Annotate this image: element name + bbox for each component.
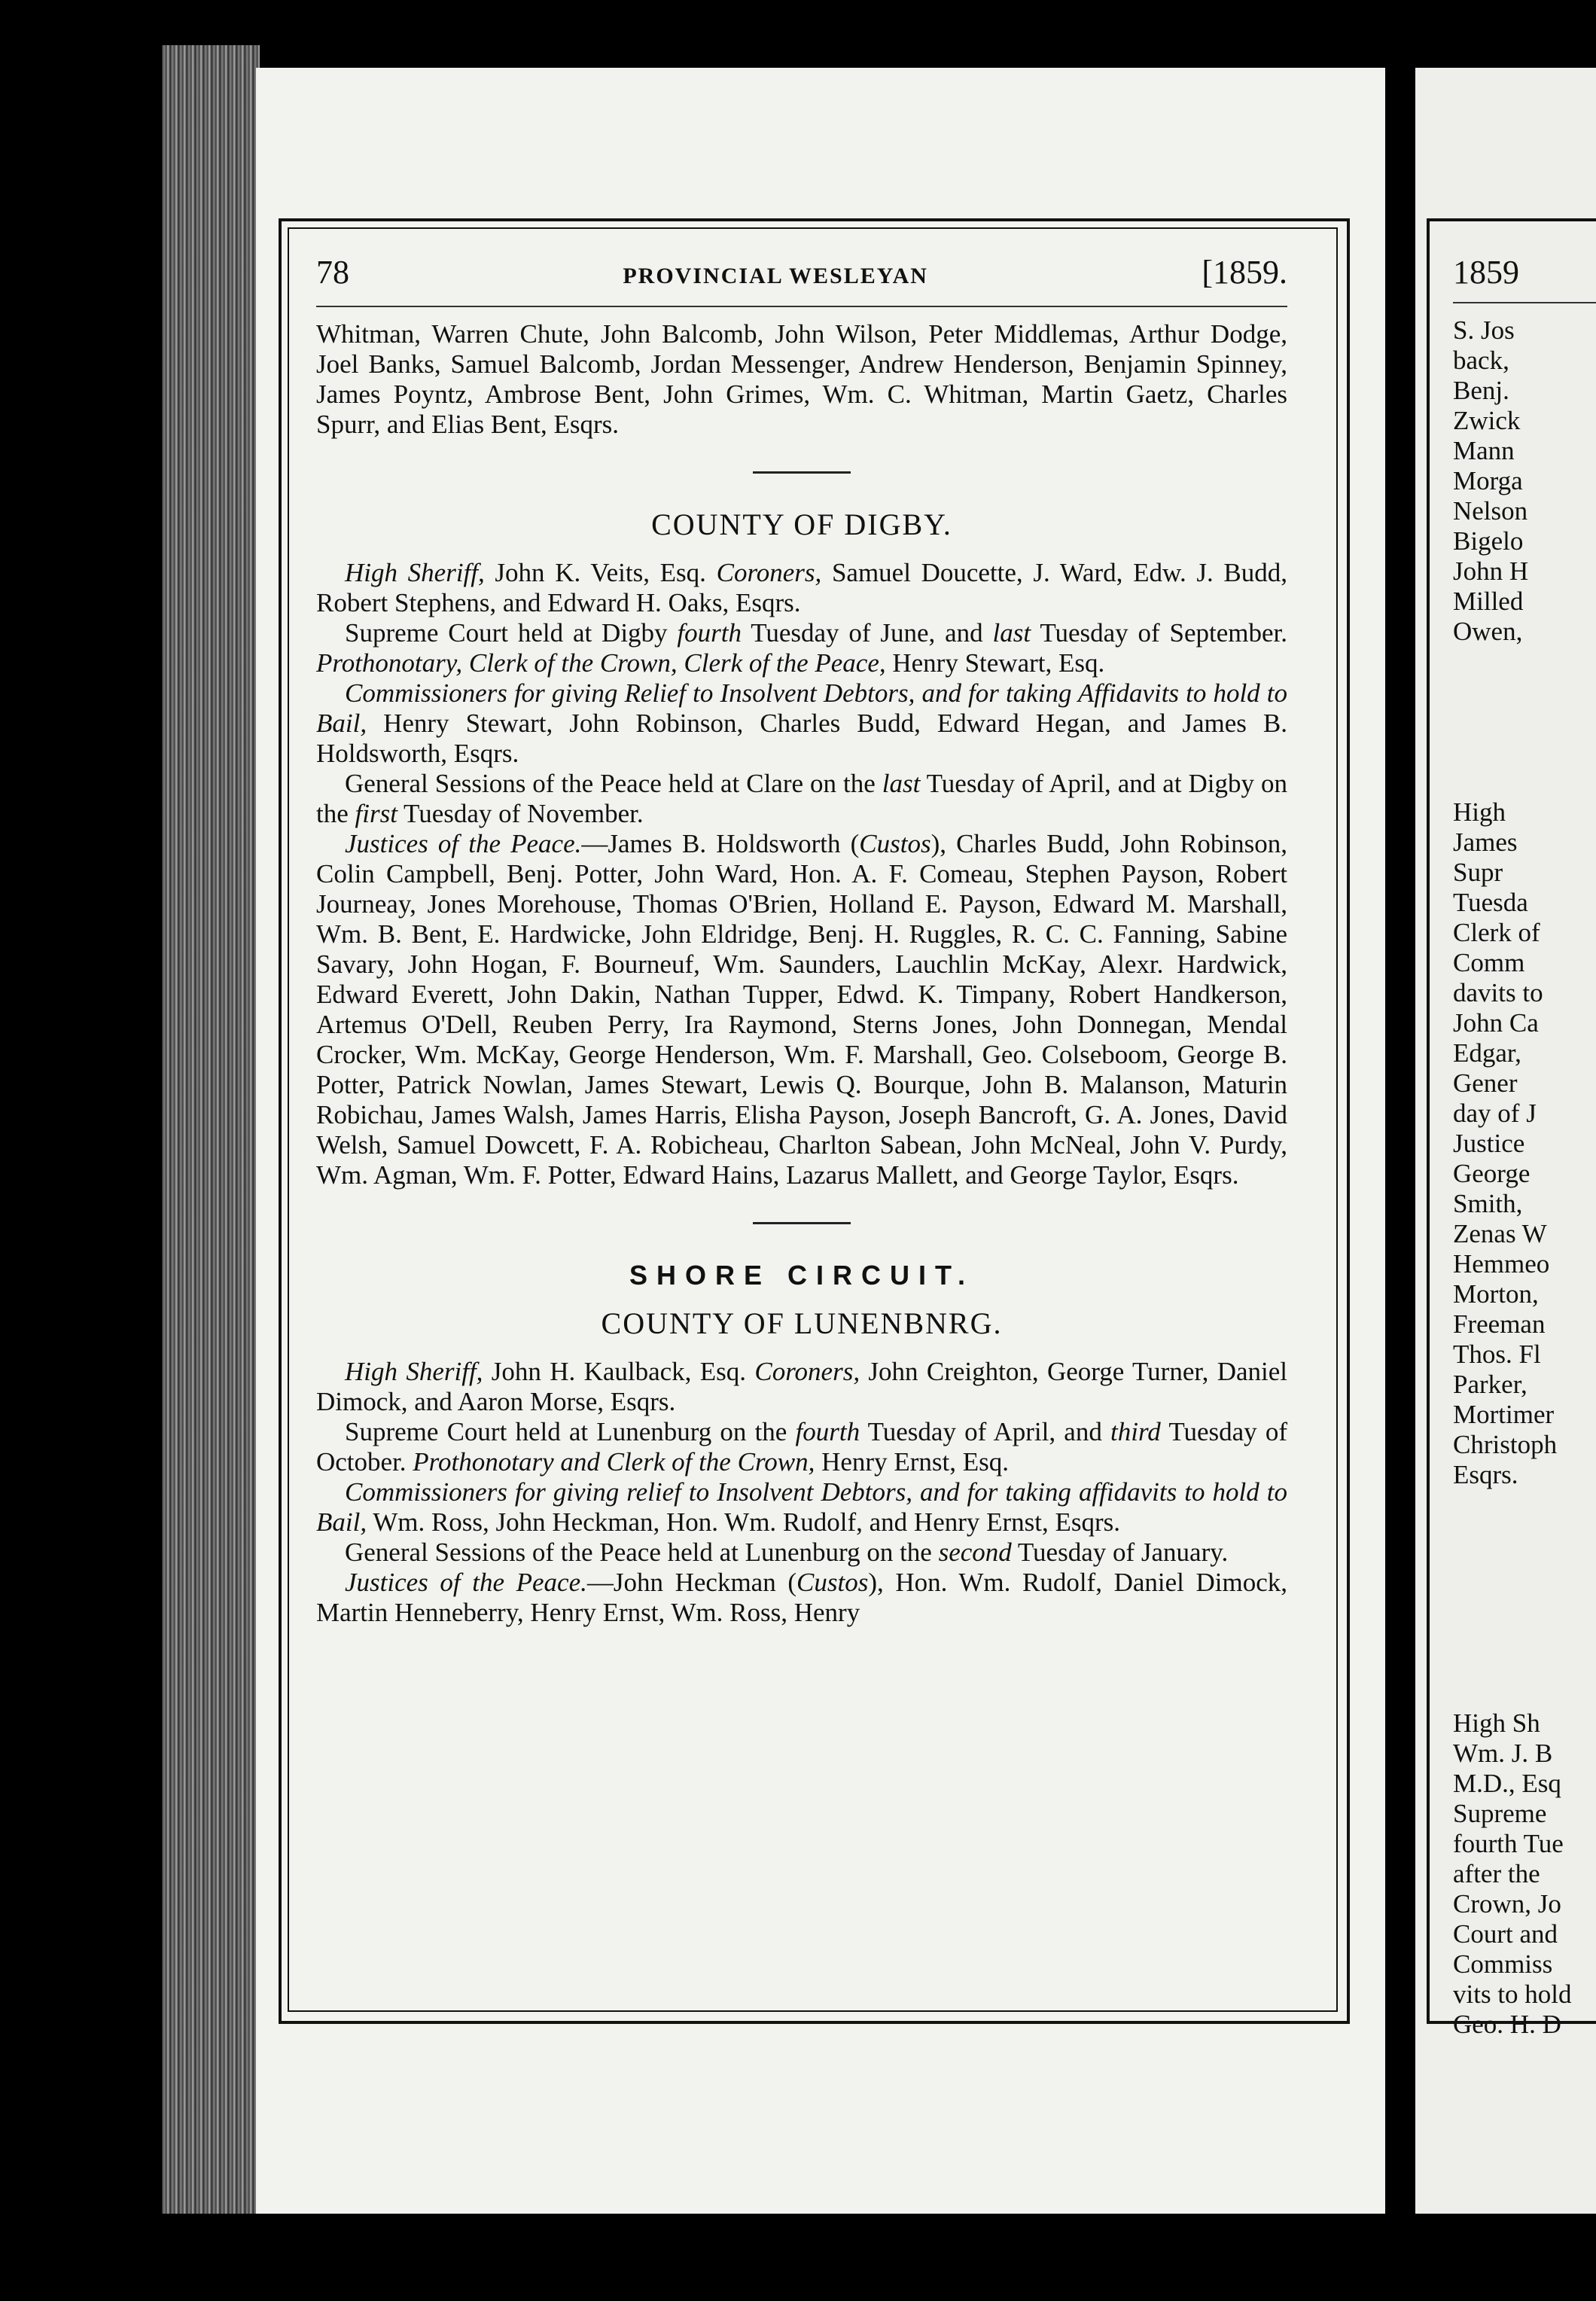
next-page-line: day of J bbox=[1453, 1099, 1537, 1128]
lunenburg-sessions-paragraph bbox=[316, 1538, 1287, 1568]
next-page-line: Christoph bbox=[1453, 1430, 1558, 1459]
lunenburg-justices-b: ), Hon. Wm. Rudolf, Daniel Dimock, Martin Henneberry, Henry Ernst, Wm. Ross, Henry bbox=[316, 1568, 1287, 1627]
lunenburg-justices-a: —John Heckman ( bbox=[586, 1568, 796, 1597]
lunenburg-supreme-g: Henry Ernst, Esq. bbox=[815, 1447, 1009, 1477]
next-page-lines-mid bbox=[1453, 797, 1596, 1490]
digby-sessions-a: General Sessions of the Peace held at Clare on the bbox=[345, 769, 882, 798]
next-page-line: Supreme bbox=[1453, 1799, 1547, 1828]
lunenburg-supreme-b: fourth bbox=[795, 1417, 860, 1446]
next-page-line: Zenas W bbox=[1453, 1219, 1547, 1248]
digby-supreme-e: Tuesday of September. bbox=[1031, 618, 1288, 648]
running-title: PROVINCIAL WESLEYAN bbox=[623, 264, 928, 288]
next-page-year: 1859 bbox=[1453, 252, 1596, 303]
lunenburg-sessions-a: General Sessions of the Peace held at Lunenburg on the bbox=[345, 1538, 939, 1567]
digby-supreme-g: Henry Stewart, Esq. bbox=[885, 648, 1105, 678]
digby-sessions-d: first bbox=[355, 799, 397, 828]
next-page-line: after the bbox=[1453, 1859, 1540, 1888]
next-page-line: davits to bbox=[1453, 978, 1543, 1007]
lunenburg-supreme-f: Prothonotary and Clerk of the Crown, bbox=[413, 1447, 815, 1477]
next-page-line: Court and bbox=[1453, 1919, 1558, 1949]
lunenburg-commissioners-text: Wm. Ross, John Heckman, Hon. Wm. Rudolf, and Henry Ernst, Esqrs. bbox=[367, 1507, 1121, 1537]
next-page-line: back, bbox=[1453, 346, 1509, 375]
digby-supreme-b: fourth bbox=[677, 618, 742, 648]
next-page-line: George bbox=[1453, 1159, 1531, 1188]
next-page-line: Bigelo bbox=[1453, 526, 1524, 556]
digby-commissioners-label: Commissioners for giving Relief to Insolvent Debtors, and for taking Affidavits to hold to Bail, bbox=[316, 678, 1287, 738]
digby-commissioners-paragraph bbox=[316, 678, 1287, 769]
next-page-line: Hemmeo bbox=[1453, 1249, 1550, 1279]
section-divider bbox=[753, 471, 851, 474]
lunenburg-sheriff-paragraph bbox=[316, 1357, 1287, 1417]
digby-justices-a: —James B. Holdsworth ( bbox=[581, 829, 860, 858]
next-page-line: Owen, bbox=[1453, 617, 1523, 646]
header-year: [1859. bbox=[1202, 254, 1287, 291]
next-page-line: Benj. bbox=[1453, 376, 1509, 405]
lunenburg-sheriff-text: John H. Kaulback, Esq. bbox=[483, 1357, 755, 1386]
digby-sheriff-text: John K. Veits, Esq. bbox=[484, 558, 717, 587]
next-page-line: fourth Tue bbox=[1453, 1829, 1564, 1858]
next-page-line: Freeman bbox=[1453, 1309, 1546, 1339]
next-page-line: Thos. Fl bbox=[1453, 1339, 1541, 1369]
next-page-line: Supr bbox=[1453, 858, 1503, 887]
lunenburg-justices-custos: Custos bbox=[796, 1568, 869, 1597]
next-page-line: Smith, bbox=[1453, 1189, 1523, 1218]
lunenburg-coroners-label: Coroners, bbox=[754, 1357, 860, 1386]
digby-sessions-e: Tuesday of November. bbox=[397, 799, 644, 828]
next-page-line: Zwick bbox=[1453, 406, 1521, 435]
digby-justices-custos: Custos bbox=[859, 829, 931, 858]
next-page-line: Edgar, bbox=[1453, 1038, 1521, 1068]
shore-circuit-heading: SHORE CIRCUIT. bbox=[629, 1260, 975, 1291]
digby-sessions-paragraph bbox=[316, 769, 1287, 829]
lunenburg-sheriff-label: High Sheriff, bbox=[345, 1357, 483, 1386]
next-page-line: S. Jos bbox=[1453, 315, 1515, 345]
next-page-gap-2 bbox=[1453, 1490, 1596, 1708]
section-divider-2 bbox=[753, 1222, 851, 1224]
lunenburg-sessions-b: second bbox=[938, 1538, 1012, 1567]
next-page-lines-top bbox=[1453, 315, 1596, 647]
next-page-line: Parker, bbox=[1453, 1370, 1527, 1399]
next-page-line: Tuesda bbox=[1453, 888, 1528, 917]
digby-coroners-text: Samuel Doucette, J. Ward, Edw. J. Budd, Robert Stephens, and Edward H. Oaks, Esqrs. bbox=[316, 558, 1288, 617]
lunenburg-heading: COUNTY OF LUNENBNRG. bbox=[601, 1306, 1003, 1340]
next-page-line: Morga bbox=[1453, 466, 1523, 495]
next-page-line: Gener bbox=[1453, 1068, 1518, 1098]
next-page-line: Crown, Jo bbox=[1453, 1889, 1561, 1919]
next-page-line: James bbox=[1453, 827, 1518, 857]
digby-supreme-d: last bbox=[992, 618, 1031, 648]
lunenburg-supreme-e: Tuesday of October. bbox=[316, 1417, 1287, 1477]
lunenburg-commissioners-label: Commissioners for giving relief to Insolvent Debtors, and for taking affidavits to hold to Bail, bbox=[316, 1477, 1287, 1537]
digby-sessions-c: Tuesday of April, and at Digby on the bbox=[316, 769, 1287, 828]
next-page-line: Milled bbox=[1453, 587, 1524, 616]
next-page-line: Commiss bbox=[1453, 1949, 1553, 1979]
digby-coroners-label: Coroners, bbox=[716, 558, 822, 587]
next-page-line: Geo. H. D bbox=[1453, 2010, 1561, 2039]
lunenburg-justices-paragraph bbox=[316, 1568, 1287, 1628]
digby-supreme-f: Prothonotary, Clerk of the Crown, Clerk of the Peace, bbox=[316, 648, 886, 678]
next-page-line: Morton, bbox=[1453, 1279, 1539, 1309]
lunenburg-supreme-c: Tuesday of April, and bbox=[860, 1417, 1110, 1446]
next-page-lines-bottom bbox=[1453, 1708, 1596, 2040]
next-page-line: Clerk of bbox=[1453, 918, 1540, 947]
next-page-line: John H bbox=[1453, 556, 1529, 586]
digby-sessions-b: last bbox=[882, 769, 921, 798]
page-header bbox=[316, 252, 1287, 307]
next-page-line: vits to hold bbox=[1453, 1979, 1572, 2009]
next-page-line: High Sh bbox=[1453, 1708, 1540, 1738]
digby-sheriff-paragraph bbox=[316, 558, 1287, 618]
next-page-line: M.D., Esq bbox=[1453, 1769, 1561, 1798]
intro-paragraph: Whitman, Warren Chute, John Balcomb, John Wilson, Peter Middlemas, Arthur Dodge, Joel Banks, Samuel Balcomb, Jordan Messenger, Andrew Henderson, Benjamin Spinney, James Poyntz, Ambrose Bent, John Grimes, Wm. C. Whitman, Martin Gaetz, Charles Spurr, and Elias Bent, Esqrs. bbox=[316, 319, 1287, 439]
digby-heading: COUNTY OF DIGBY. bbox=[651, 507, 952, 541]
lunenburg-commissioners-paragraph bbox=[316, 1477, 1287, 1538]
digby-justices-label: Justices of the Peace. bbox=[345, 829, 582, 858]
next-page-line: Comm bbox=[1453, 948, 1525, 977]
lunenburg-supreme-a: Supreme Court held at Lunenburg on the bbox=[345, 1417, 796, 1446]
next-page-line: High bbox=[1453, 797, 1506, 827]
next-page-line: Nelson bbox=[1453, 496, 1528, 526]
page-right-text bbox=[1453, 252, 1596, 2040]
book-binding-edge bbox=[162, 45, 260, 2214]
digby-supreme-court-paragraph bbox=[316, 618, 1287, 678]
digby-supreme-c: Tuesday of June, and bbox=[741, 618, 993, 648]
digby-supreme-a: Supreme Court held at Digby bbox=[345, 618, 678, 648]
next-page-line: Justice bbox=[1453, 1129, 1525, 1158]
lunenburg-supreme-court-paragraph bbox=[316, 1417, 1287, 1477]
lunenburg-coroners-text: John Creighton, George Turner, Daniel Dimock, and Aaron Morse, Esqrs. bbox=[316, 1357, 1287, 1416]
next-page-line: Mortimer bbox=[1453, 1400, 1555, 1429]
page-content bbox=[316, 252, 1287, 1628]
page-number: 78 bbox=[316, 254, 349, 291]
next-page-line: Mann bbox=[1453, 436, 1515, 465]
next-page-line: Esqrs. bbox=[1453, 1460, 1518, 1489]
lunenburg-supreme-d: third bbox=[1110, 1417, 1161, 1446]
lunenburg-sessions-c: Tuesday of January. bbox=[1011, 1538, 1229, 1567]
next-page-line: John Ca bbox=[1453, 1008, 1539, 1038]
digby-sheriff-label: High Sheriff, bbox=[345, 558, 485, 587]
next-page-line: Wm. J. B bbox=[1453, 1739, 1553, 1768]
digby-commissioners-text: Henry Stewart, John Robinson, Charles Budd, Edward Hegan, and James B. Holdsworth, Esqrs. bbox=[316, 709, 1287, 768]
lunenburg-justices-label: Justices of the Peace. bbox=[345, 1568, 587, 1597]
digby-justices-paragraph bbox=[316, 829, 1287, 1190]
digby-justices-b: ), Charles Budd, John Robinson, Colin Campbell, Benj. Potter, John Ward, Hon. A. F. Comeau, Stephen Payson, Robert Journeay, Jones Morehouse, Thomas O'Brien, Holland E. Payson, Edward M. Marshall, Wm. B. Bent, E. Hardwicke, John Eldridge, Benj. H. Ruggles, R. C. C. Fanning, Sabine Savary, John Hogan, F. Bourneuf, Wm. Saunders, Lauchlin McKay, Alexr. Hardwick, Edward Everett, John Dakin, Nathan Tupper, Edwd. K. Timpany, Robert Handkerson, Artemus O'Dell, Reuben Perry, Ira Raymond, Sterns Jones, John Donnegan, Mendal Crocker, Wm. McKay, George Henderson, Wm. F. Marshall, Geo. Colseboom, George B. Potter, Patrick Nowlan, James Stewart, Lewis Q. Bourque, John B. Malanson, Maturin Robichau, James Walsh, James Harris, Elisha Payson, Joseph Bancroft, G. A. Jones, David Welsh, Samuel Dowcett, F. A. Robicheau, Charlton Sabean, John McNeal, John V. Purdy, Wm. Agman, Wm. F. Potter, Edward Hains, Lazarus Mallett, and George Taylor, Esqrs. bbox=[316, 829, 1288, 1190]
next-page-gap-1 bbox=[1453, 647, 1596, 797]
